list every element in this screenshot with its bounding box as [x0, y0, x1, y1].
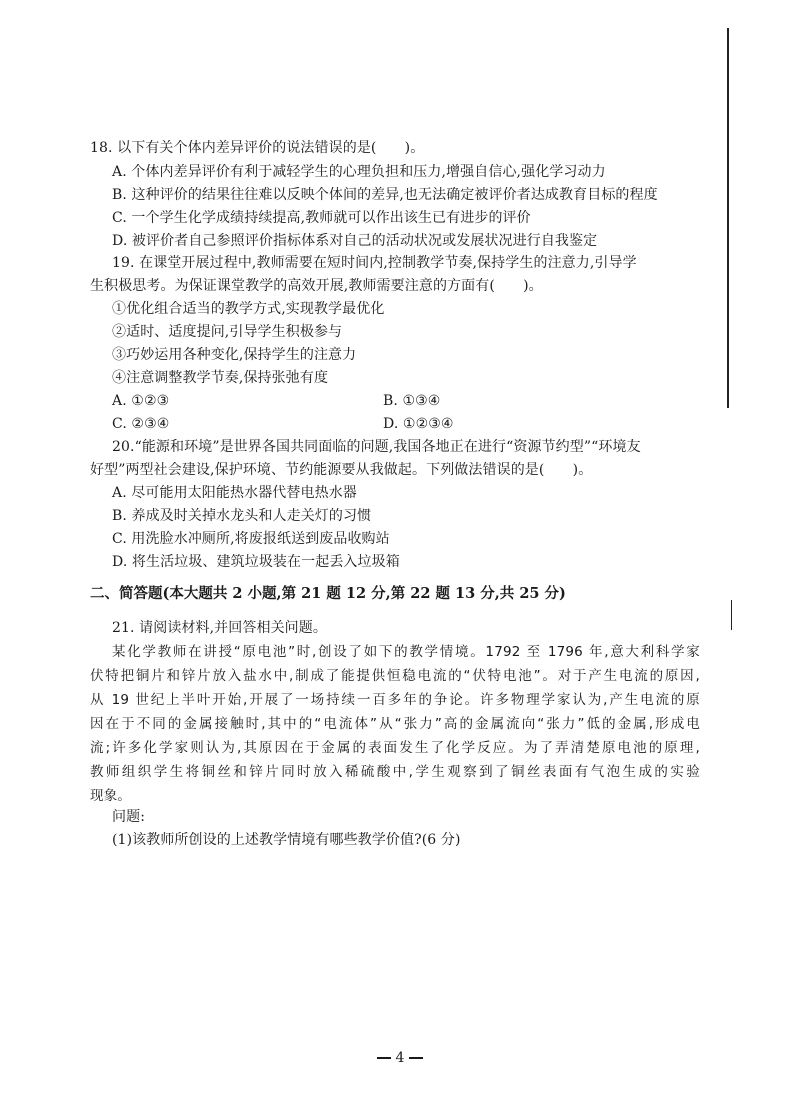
q20-option-d: D. 将生活垃圾、建筑垃圾装在一起丢入垃圾箱 — [112, 554, 400, 570]
q18-option-b: B. 这种评价的结果往往难以反映个体间的差异,也无法确定被评价者达成教育目标的程度 — [112, 187, 658, 203]
section-title: 二、简答题(本大题共 2 小题,第 21 题 12 分,第 22 题 13 分,共 25 分) — [90, 585, 566, 602]
page-number-dash-left — [377, 1057, 391, 1059]
q21-material-line5: 流;许多化学家则认为,其原因在于金属的表面发生了化学反应。为了弄清楚原电池的原理, — [90, 740, 700, 756]
page-number — [0, 1048, 800, 1068]
q20-option-b: B. 养成及时关掉水龙头和人走关灯的习惯 — [112, 508, 372, 524]
q19-item-1: ①优化组合适当的教学方式,实现教学最优化 — [112, 301, 385, 317]
q20-option-a: A. 尽可能用太阳能热水器代替电热水器 — [112, 485, 357, 501]
q19-item-2: ②适时、适度提问,引导学生积极参与 — [112, 324, 343, 340]
q19-item-4: ④注意调整教学节奏,保持张弛有度 — [112, 370, 329, 386]
q21-stem: 21. 请阅读材料,并回答相关问题。 — [112, 620, 327, 636]
q21-material-line2: 伏特把铜片和锌片放入盐水中,制成了能提供恒稳电流的“伏特电池”。对于产生电流的原因, — [90, 668, 700, 684]
q20-option-c: C. 用洗脸水冲厕所,将废报纸送到废品收购站 — [112, 531, 390, 547]
q18-option-c: C. 一个学生化学成绩持续提高,教师就可以作出该生已有进步的评价 — [112, 210, 531, 226]
q21-material-line4: 因在于不同的金属接触时,其中的“电流体”从“张力”高的金属流向“张力”低的金属,形成电 — [90, 716, 700, 732]
scan-edge-line — [727, 28, 729, 408]
q19-option-c: C. ②③④ — [112, 416, 170, 432]
page-number-value: 4 — [395, 1050, 405, 1066]
q20-stem-line1: 20.“能源和环境”是世界各国共同面临的问题,我国各地正在进行“资源节约型”“环境友 — [112, 439, 641, 455]
q19-item-3: ③巧妙运用各种变化,保持学生的注意力 — [112, 347, 357, 363]
q21-question-label: 问题: — [112, 809, 146, 825]
scan-edge-mark — [731, 600, 732, 630]
q18-stem: 18. 以下有关个体内差异评价的说法错误的是( )。 — [90, 140, 425, 156]
q18-option-a: A. 个体内差异评价有利于减轻学生的心理负担和压力,增强自信心,强化学习动力 — [112, 164, 606, 180]
q18-option-d: D. 被评价者自己参照评价指标体系对自己的活动状况或发展状况进行自我鉴定 — [112, 233, 598, 249]
q19-stem-line2: 生积极思考。为保证课堂教学的高效开展,教师需要注意的方面有( )。 — [90, 278, 543, 294]
q20-stem-line2: 好型”两型社会建设,保护环境、节约能源要从我做起。下列做法错误的是( )。 — [90, 462, 593, 478]
page-number-dash-right — [409, 1057, 423, 1059]
q19-option-d: D. ①②③④ — [383, 416, 454, 432]
q21-material-line3: 从 19 世纪上半叶开始,开展了一场持续一百多年的争论。许多物理学家认为,产生电流的原 — [90, 692, 700, 708]
q19-stem-line1: 19. 在课堂开展过程中,教师需要在短时间内,控制教学节奏,保持学生的注意力,引导学 — [112, 255, 637, 271]
q19-option-a: A. ①②③ — [112, 393, 170, 409]
q19-option-b: B. ①③④ — [383, 393, 441, 409]
q21-sub-question-1: (1)该教师所创设的上述教学情境有哪些教学价值?(6 分) — [112, 832, 461, 848]
q21-material-line6: 教师组织学生将铜丝和锌片同时放入稀硫酸中,学生观察到了铜丝表面有气泡生成的实验 — [90, 764, 700, 780]
q21-material-line1: 某化学教师在讲授“原电池”时,创设了如下的教学情境。1792 至 1796 年,意大利科学家 — [112, 644, 700, 660]
q21-material-line7: 现象。 — [90, 788, 132, 804]
